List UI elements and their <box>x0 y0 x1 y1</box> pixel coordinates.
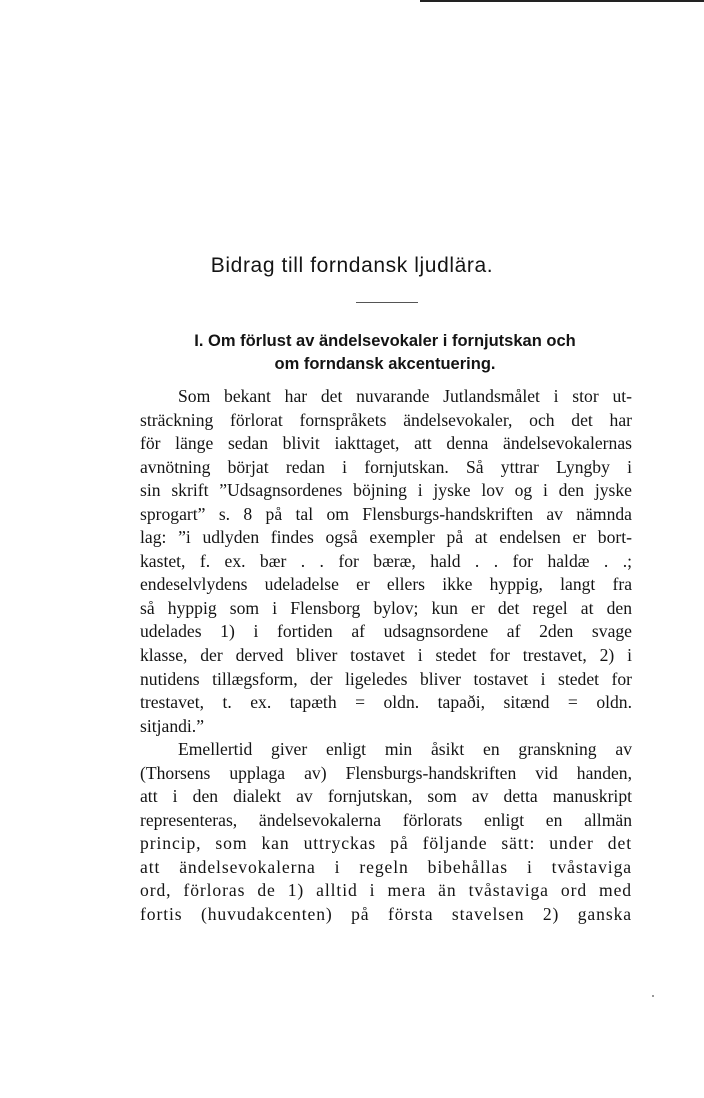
text-line: udelades 1) i fortiden af udsagnsordene af 2den svage <box>140 621 632 642</box>
text-line: sträckning förlorat fornspråkets ändelsevokaler, och det har <box>140 409 632 430</box>
text-line: princip, som kan uttryckas på följande sätt: under det <box>140 833 632 854</box>
text-line: att ändelsevokalerna i regeln bibehållas i tvåstaviga <box>140 856 632 877</box>
text-line: nutidens tillægsform, der ligeledes bliver tostavet i stedet for <box>140 668 632 689</box>
scan-speck <box>652 995 654 997</box>
section-heading-line: om forndansk akcentuering. <box>274 355 496 373</box>
page-title: Bidrag till forndansk ljudlära. <box>210 254 494 277</box>
text-line: så hyppig som i Flensborg bylov; kun er det regel at den <box>140 597 632 618</box>
text-line: fortis (huvudakcenten) på första stavelsen 2) ganska <box>140 904 632 925</box>
section-heading <box>140 330 630 376</box>
text-line: Som bekant har det nuvarande Jutlandsmålet i stor ut- <box>178 386 632 406</box>
top-edge-rule <box>420 0 704 2</box>
text-line: för länge sedan blivit iakttaget, att denna ändelsevokalernas <box>140 433 632 454</box>
text-line: representeras, ändelsevokalerna förlorats enligt en allmän <box>140 809 632 830</box>
section-heading-line: I. Om förlust av ändelsevokaler i fornjutskan och <box>194 332 576 350</box>
text-line: endeselvlydens udeladelse er ellers ikke hyppig, langt fra <box>140 574 632 595</box>
text-line: sitjandi.” <box>140 715 205 736</box>
body-text <box>140 385 632 927</box>
text-line: (Thorsens upplaga av) Flensburgs-handskriften vid handen, <box>140 762 632 783</box>
text-line: Emellertid giver enligt min åsikt en granskning av <box>178 739 632 760</box>
text-line: klasse, der derved bliver tostavet i stedet for trestavet, 2) i <box>140 645 632 666</box>
text-line: att i den dialekt av fornjutskan, som av detta manuskript <box>140 786 632 807</box>
text-line: avnötning börjat redan i fornjutskan. Så yttrar Lyngby i <box>140 456 632 477</box>
text-line: lag: ”i udlyden findes også exempler på at endelsen er bort- <box>140 527 632 548</box>
text-line: sprogart” s. 8 på tal om Flensburgs-handskriften av nämnda <box>140 503 632 524</box>
text-line: sin skrift ”Udsagnsordenes böjning i jyske lov og i den jyske <box>140 480 632 501</box>
text-line: kastet, f. ex. bær . . for bæræ, hald . . for haldæ . .; <box>140 550 632 571</box>
title-divider <box>356 302 418 303</box>
text-line: ord, förloras de 1) alltid i mera än tvåstaviga ord med <box>140 880 632 901</box>
text-line: trestavet, t. ex. tapæth = oldn. tapaði, sitænd = oldn. <box>140 692 632 713</box>
